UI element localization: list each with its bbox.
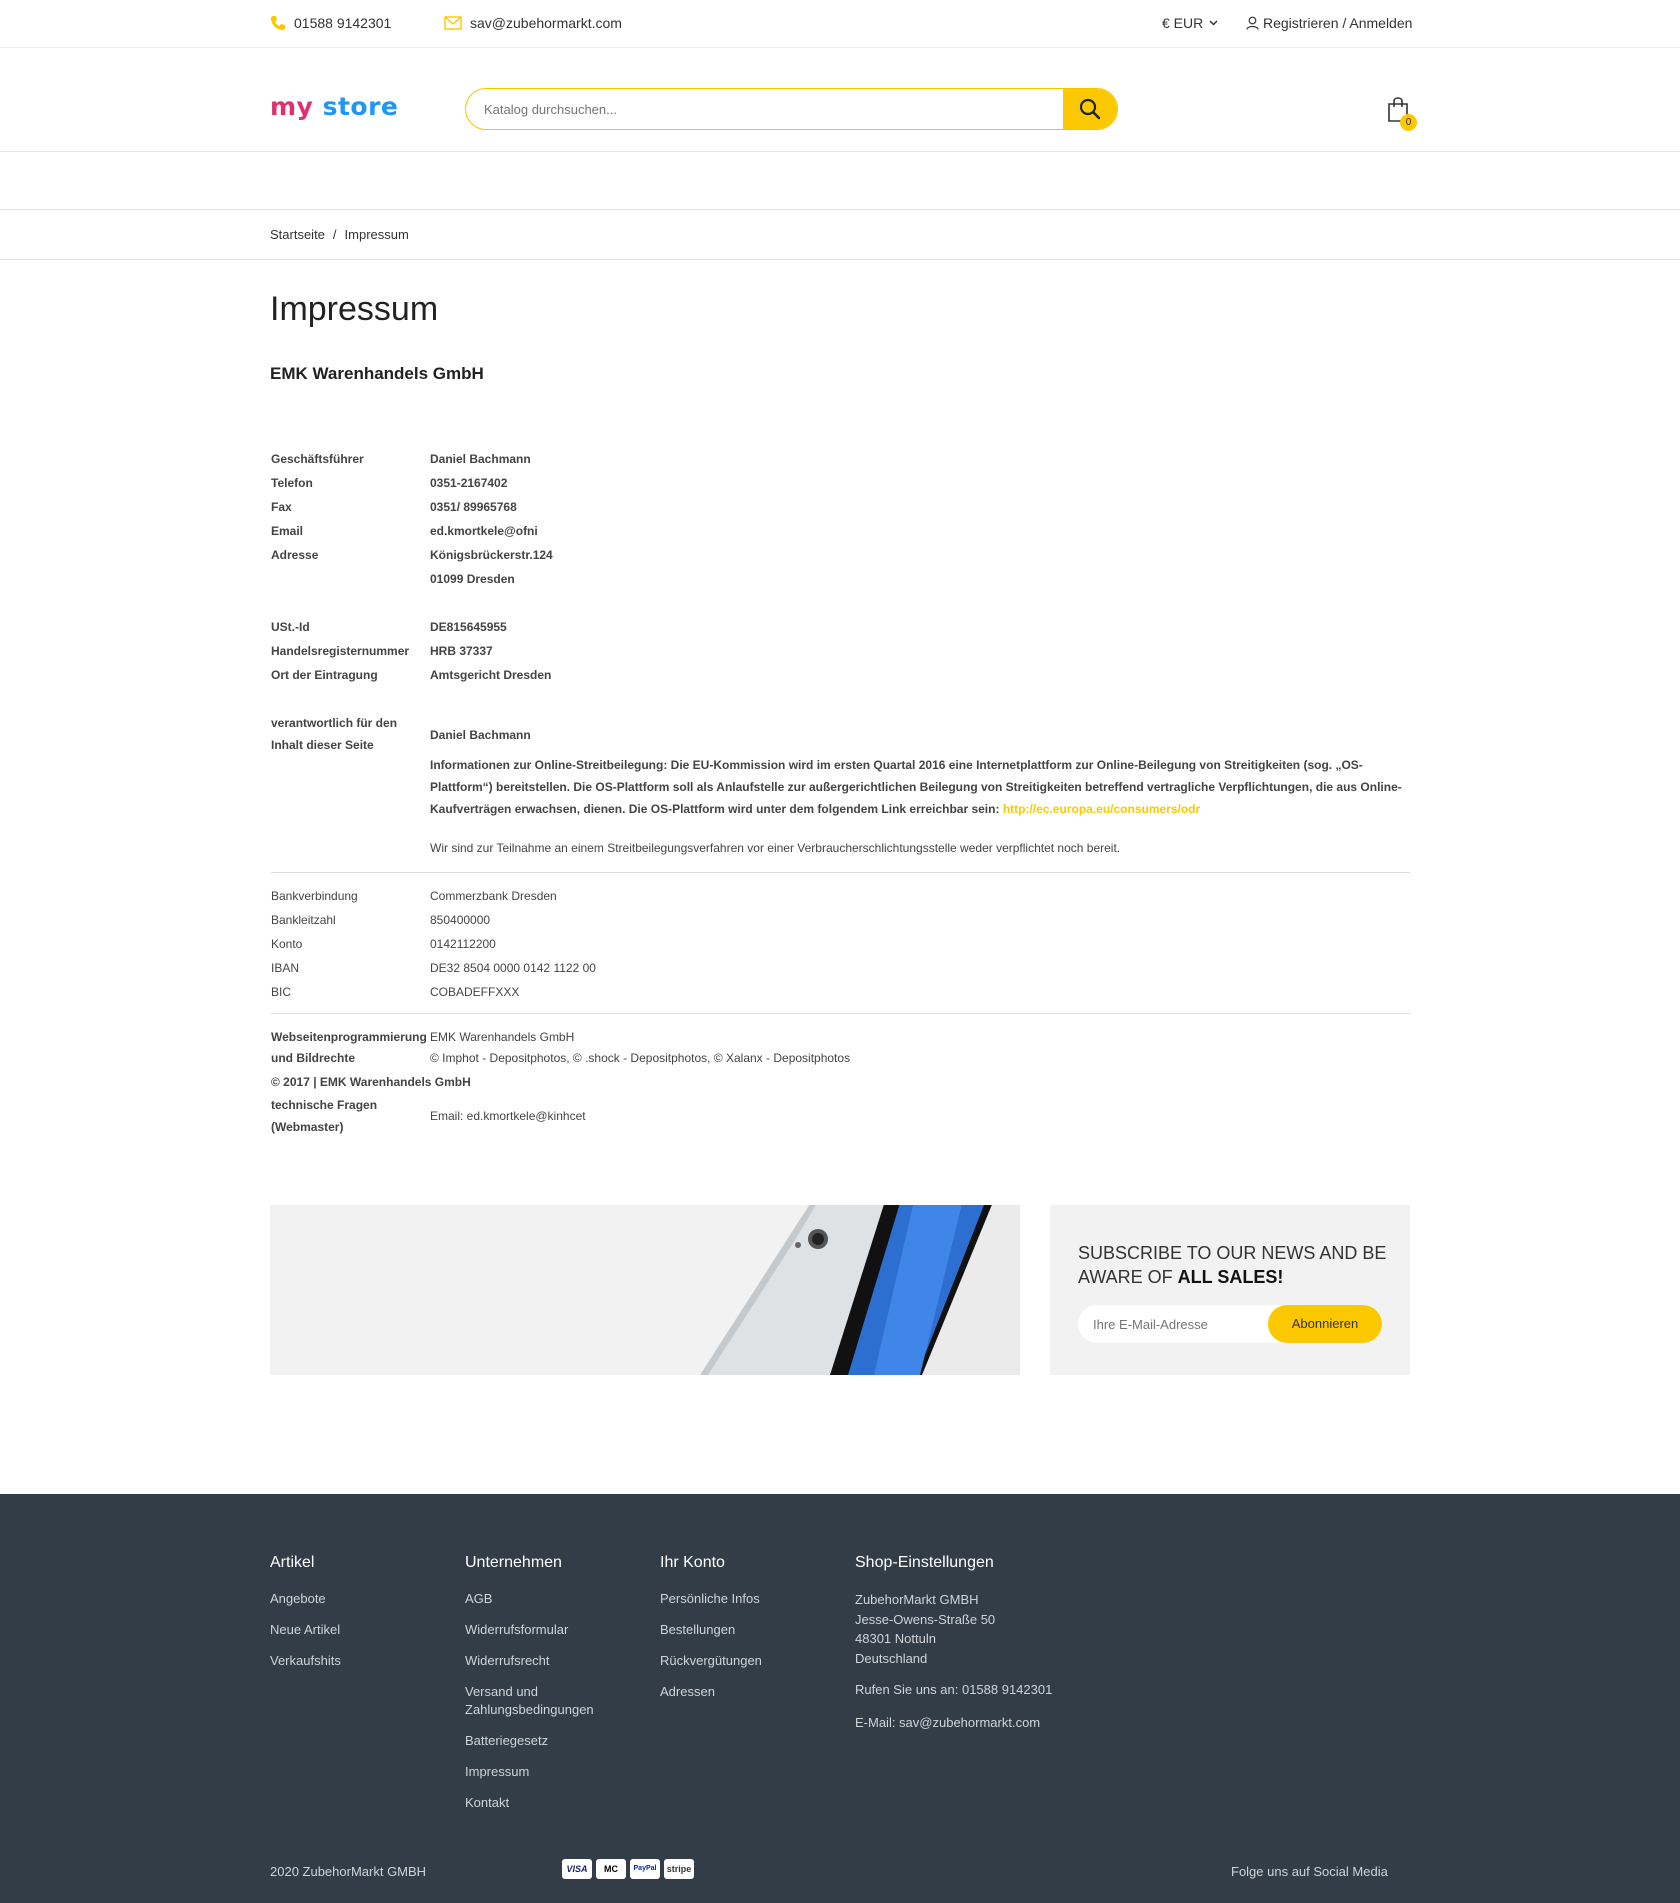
row-value: EMK Warenhandels GmbH — [430, 1030, 575, 1044]
logo-part-store: store — [322, 92, 399, 121]
topbar-phone-text: 01588 9142301 — [294, 15, 392, 31]
visa-icon: VISA — [562, 1859, 592, 1879]
footer-column-title: Ihr Konto — [660, 1554, 725, 1571]
footer-column-shop — [855, 1554, 1052, 1732]
smartphone-image — [270, 1205, 1020, 1375]
dispute-info — [430, 754, 1410, 820]
chevron-down-icon — [1209, 20, 1218, 26]
row-label: verantwortlich für den — [271, 716, 398, 730]
dispute-note: Wir sind zur Teilnahme an einem Streitbeilegungsverfahren vor einer Verbraucherschlichtungsstelle weder verpflichtet noch bereit. — [430, 841, 1121, 855]
footer-column-title: Shop-Einstellungen — [855, 1554, 994, 1571]
promo-banner[interactable] — [270, 1205, 1020, 1375]
row-label: Bankverbindung — [271, 889, 358, 903]
row-label: Fax — [271, 500, 292, 514]
breadcrumb-home[interactable]: Startseite — [270, 227, 325, 242]
row-label: Ort der Eintragung — [271, 668, 378, 682]
row-value: 0351/ 89965768 — [430, 500, 517, 514]
footer-link-line: Zahlungsbedingungen — [465, 1702, 594, 1717]
user-icon — [1246, 16, 1259, 30]
footer-link[interactable]: Angebote — [270, 1591, 326, 1606]
row-label: IBAN — [271, 961, 300, 975]
footer-link-line: Versand und — [465, 1684, 539, 1699]
cart-count-badge: 0 — [1400, 114, 1417, 131]
topbar-phone[interactable] — [270, 15, 391, 31]
search-input[interactable] — [484, 89, 1044, 129]
footer-column-title: Unternehmen — [465, 1554, 562, 1571]
footer-column-articles — [270, 1554, 341, 1683]
row-label: (Webmaster) — [271, 1120, 344, 1134]
newsletter-title-line2: AWARE OF — [1078, 1267, 1178, 1287]
footer-link[interactable]: Neue Artikel — [270, 1622, 341, 1637]
row-label: technische Fragen — [271, 1098, 378, 1112]
footer-link[interactable]: Impressum — [465, 1764, 530, 1779]
topbar-email[interactable] — [444, 15, 622, 31]
footer-link[interactable]: Widerrufsformular — [465, 1622, 569, 1637]
divider — [271, 1013, 1410, 1014]
row-value: ed.kmortkele@ofni — [430, 524, 538, 538]
footer-link[interactable]: Widerrufsrecht — [465, 1653, 550, 1668]
address-line: ZubehorMarkt GMBH — [855, 1592, 979, 1607]
search-bar — [465, 88, 1118, 130]
search-button[interactable] — [1063, 89, 1117, 129]
topbar-email-text: sav@zubehormarkt.com — [470, 15, 622, 31]
row-label: Inhalt dieser Seite — [271, 738, 374, 752]
dispute-info-text: Informationen zur Online-Streitbeilegung: Die EU-Kommission wird im ersten Quartal 2016 eine Internetplattform zur Online-Beilegung von Streitigkeiten (sog. „OS-Plattform“) bereitstellen. Die OS-Plattform soll als Anlaufstelle zur außergerichtlichen Beilegung von Streitigkeiten betreffend vertragliche Verpflichtungen, die aus Online-Kaufverträgen erwachsen, dienen. Die OS-Plattform wird unter dem folgendem Link erreichbar sein: — [430, 758, 1402, 816]
payment-methods — [562, 1859, 694, 1879]
divider — [271, 872, 1410, 873]
breadcrumb-separator: / — [332, 227, 337, 242]
currency-selector[interactable] — [1162, 15, 1218, 31]
footer-link-shipping[interactable] — [465, 1683, 594, 1719]
row-label: Handelsregisternummer — [271, 644, 410, 658]
page-title: Impressum — [270, 290, 439, 328]
logo-part-my: my — [270, 92, 314, 121]
row-value: © Imphot - Depositphotos, © .shock - Depositphotos, © Xalanx - Depositphotos — [430, 1051, 851, 1065]
stripe-icon: stripe — [664, 1859, 694, 1879]
company-name: EMK Warenhandels GmbH — [270, 364, 484, 383]
row-label: BIC — [271, 985, 292, 999]
row-value: 0351-2167402 — [430, 476, 508, 490]
row-value: Königsbrückerstr.124 — [430, 548, 553, 562]
footer-column-title: Artikel — [270, 1554, 315, 1571]
row-value: Amtsgericht Dresden — [430, 668, 552, 682]
row-label: Adresse — [271, 548, 319, 562]
store-logo[interactable] — [270, 92, 398, 121]
top-bar — [0, 0, 1680, 48]
address-line: Deutschland — [855, 1650, 928, 1666]
row-value: 850400000 — [430, 913, 491, 927]
footer-column-account — [660, 1554, 762, 1714]
footer-link[interactable]: AGB — [465, 1591, 493, 1606]
footer-address — [855, 1590, 1052, 1668]
footer-link[interactable]: Verkaufshits — [270, 1653, 341, 1668]
row-value: 01099 Dresden — [430, 572, 515, 586]
row-label: Geschäftsführer — [271, 452, 364, 466]
footer-column-company — [465, 1554, 594, 1825]
search-icon — [1079, 98, 1101, 120]
row-value: Daniel Bachmann — [430, 728, 531, 742]
address-line: Jesse-Owens-Straße 50 — [855, 1611, 996, 1627]
newsletter-form — [1078, 1305, 1382, 1343]
divider — [0, 259, 1680, 260]
footer-phone: Rufen Sie uns an: 01588 9142301 — [855, 1682, 1053, 1697]
row-label: und Bildrechte — [271, 1051, 356, 1065]
footer-link[interactable]: Persönliche Infos — [660, 1591, 760, 1606]
row-label: USt.-Id — [271, 620, 310, 634]
paypal-icon: PayPal — [630, 1859, 660, 1879]
footer-link[interactable]: Rückvergütungen — [660, 1653, 762, 1668]
row-label: Bankleitzahl — [271, 913, 336, 927]
row-label: Email — [271, 524, 304, 538]
cart-button[interactable] — [1387, 96, 1415, 130]
breadcrumb — [270, 227, 409, 242]
row-value: DE815645955 — [430, 620, 507, 634]
breadcrumb-current: Impressum — [344, 227, 409, 242]
social-media-label[interactable]: Folge uns auf Social Media — [1231, 1864, 1388, 1879]
footer-email[interactable]: E-Mail: sav@zubehormarkt.com — [855, 1714, 1041, 1730]
row-label: Telefon — [271, 476, 313, 490]
footer-link[interactable]: Bestellungen — [660, 1622, 736, 1637]
mastercard-icon: MC — [596, 1859, 626, 1879]
row-value: HRB 37337 — [430, 644, 493, 658]
currency-label: € EUR — [1162, 15, 1204, 31]
site-header — [0, 48, 1680, 152]
subscribe-button[interactable]: Abonnieren — [1268, 1305, 1382, 1343]
row-value: DE32 8504 0000 0142 1122 00 — [430, 961, 596, 975]
odr-link[interactable]: http://ec.europa.eu/consumers/odr — [1002, 802, 1201, 816]
mail-icon — [444, 16, 462, 30]
copyright-line: © 2017 | EMK Warenhandels GmbH — [271, 1075, 471, 1089]
account-link[interactable] — [1246, 15, 1412, 31]
newsletter-title-line1: SUBSCRIBE TO OUR NEWS AND BE — [1078, 1243, 1387, 1263]
newsletter-box — [1050, 1205, 1410, 1375]
row-value: COBADEFFXXX — [430, 985, 520, 999]
newsletter-email-input[interactable] — [1093, 1305, 1263, 1343]
row-label: Konto — [271, 937, 303, 951]
newsletter-title-bold: ALL SALES! — [1177, 1267, 1284, 1287]
footer-link[interactable]: Kontakt — [465, 1795, 510, 1810]
row-value: Commerzbank Dresden — [430, 889, 557, 903]
footer-link[interactable]: Batteriegesetz — [465, 1733, 549, 1748]
newsletter-title — [1078, 1241, 1398, 1289]
account-text: Registrieren / Anmelden — [1263, 15, 1413, 31]
site-footer — [0, 1494, 1680, 1903]
row-value: Email: ed.kmortkele@kinhcet — [430, 1109, 586, 1123]
address-line: 48301 Nottuln — [855, 1631, 936, 1646]
row-label: Webseitenprogrammierung — [271, 1030, 427, 1044]
footer-link[interactable]: Adressen — [660, 1684, 715, 1699]
phone-icon — [270, 15, 286, 31]
row-value: Daniel Bachmann — [430, 452, 531, 466]
row-value: 0142112200 — [430, 937, 496, 951]
footer-copyright: 2020 ZubehorMarkt GMBH — [270, 1864, 427, 1879]
divider — [0, 209, 1680, 210]
